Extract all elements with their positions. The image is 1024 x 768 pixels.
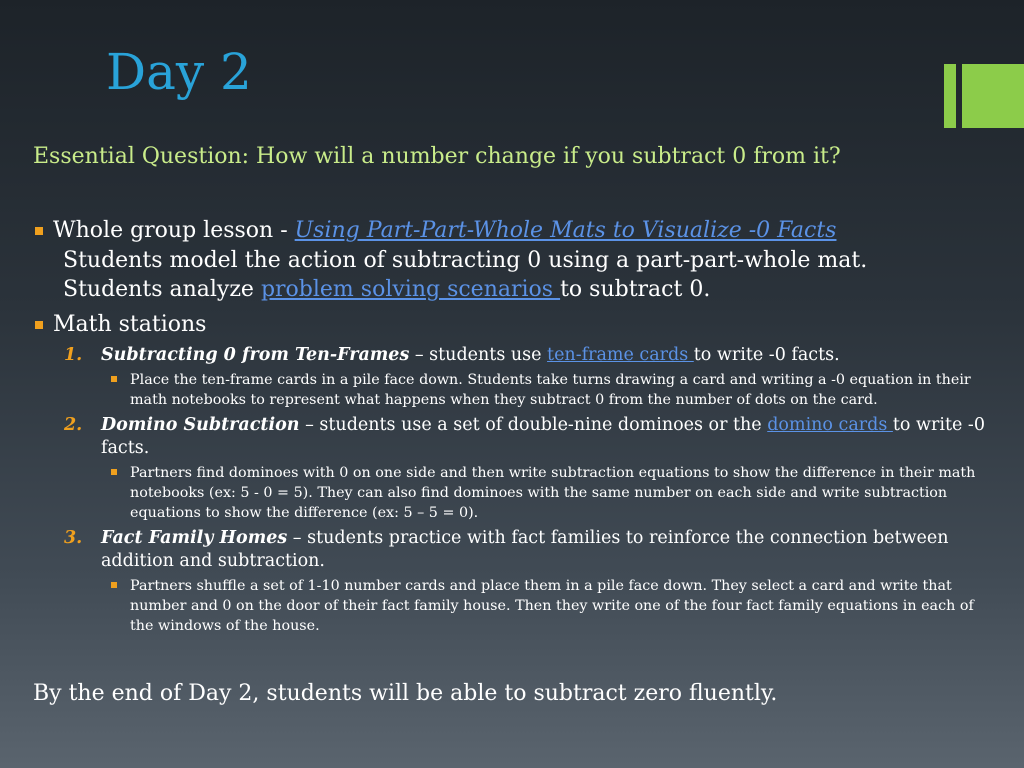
line2-suffix: to subtract 0. bbox=[560, 277, 711, 302]
math-stations-label: Math stations bbox=[53, 312, 207, 337]
station-detail-1 bbox=[33, 370, 993, 410]
square-bullet-icon bbox=[111, 582, 117, 588]
station-detail-text: Partners shuffle a set of 1-10 number cards and place them in a pile face down. They select a card and write that number and 0 on the door of their fact family house. Then they write one of the four fact family equations in each of the windows of the house. bbox=[130, 578, 974, 634]
station-item-2 bbox=[33, 414, 993, 460]
whole-group-label: Whole group lesson - bbox=[53, 218, 295, 243]
station-number: 1. bbox=[64, 345, 83, 365]
station-title: Subtracting 0 from Ten-Frames bbox=[101, 345, 410, 365]
square-bullet-icon bbox=[35, 321, 43, 329]
problem-solving-scenarios-link[interactable]: problem solving scenarios bbox=[260, 277, 561, 302]
slide-title: Day 2 bbox=[106, 43, 252, 101]
station-title: Domino Subtraction bbox=[101, 415, 300, 435]
essential-question: Essential Question: How will a number change if you subtract 0 from it? bbox=[33, 144, 841, 169]
line2-prefix: Students analyze bbox=[63, 277, 261, 302]
whole-group-line-1: Students model the action of subtracting 0 using a part-part-whole mat. bbox=[63, 248, 868, 273]
station-description: – students use a set of double-nine dominoes or the bbox=[299, 415, 768, 435]
decorative-bar-wide bbox=[962, 64, 1024, 128]
decorative-bar-thin bbox=[944, 64, 956, 128]
station-number: 3. bbox=[64, 528, 83, 548]
whole-group-line-2 bbox=[33, 275, 993, 304]
part-part-whole-link[interactable]: Using Part-Part-Whole Mats to Visualize -0 Facts bbox=[294, 218, 837, 243]
station-detail-text: Place the ten-frame cards in a pile face down. Students take turns drawing a card and writing a -0 equation in their math notebooks to represent what happens when they subtract 0 from the number of dots on the card. bbox=[130, 372, 971, 408]
whole-group-item bbox=[33, 216, 993, 246]
station-detail-3 bbox=[33, 576, 993, 636]
station-detail-text: Partners find dominoes with 0 on one side and then write subtraction equations to show the difference in their math notebooks (ex: 5 - 0 = 5). They can also find dominoes with the same number on each side and write subtraction equations to show the difference (ex: 5 – 5 = 0). bbox=[130, 465, 976, 521]
station-item-1 bbox=[33, 344, 993, 367]
square-bullet-icon bbox=[35, 227, 43, 235]
station-description-end: to write -0 facts. bbox=[693, 345, 840, 365]
station-title: Fact Family Homes bbox=[101, 528, 288, 548]
slide-content bbox=[33, 216, 993, 636]
station-detail-2 bbox=[33, 463, 993, 523]
station-description-end: to write -0 facts. bbox=[101, 415, 985, 458]
conclusion-text: By the end of Day 2, students will be able to subtract zero fluently. bbox=[33, 681, 778, 706]
ten-frame-cards-link[interactable]: ten-frame cards bbox=[547, 345, 694, 365]
station-number: 2. bbox=[64, 415, 83, 435]
station-item-3 bbox=[33, 527, 993, 573]
domino-cards-link[interactable]: domino cards bbox=[767, 415, 893, 435]
station-description: – students use bbox=[409, 345, 548, 365]
station-description: – students practice with fact families to reinforce the connection between addition and subtraction. bbox=[101, 528, 949, 571]
square-bullet-icon bbox=[111, 469, 117, 475]
square-bullet-icon bbox=[111, 376, 117, 382]
math-stations-item bbox=[33, 310, 993, 340]
